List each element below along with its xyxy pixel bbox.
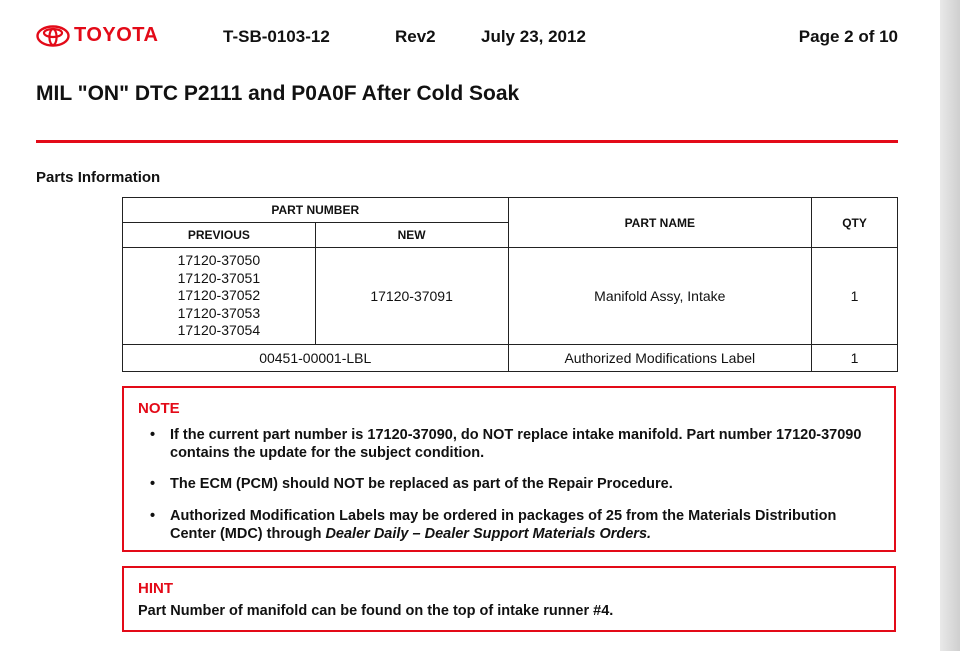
bulletin-date: July 23, 2012 bbox=[481, 27, 586, 46]
hint-text: Part Number of manifold can be found on the top of intake runner #4. bbox=[138, 603, 614, 619]
title-divider bbox=[36, 140, 898, 143]
new-part-number: 17120-37091 bbox=[315, 248, 508, 345]
note-item-emphasis: Dealer Daily – Dealer Support Materials Orders. bbox=[325, 525, 652, 542]
previous-part-number: 17120-37053 bbox=[177, 304, 261, 321]
page-indicator: Page 2 of 10 bbox=[798, 27, 898, 46]
part-qty: 1 bbox=[812, 345, 898, 372]
header-part-name: PART NAME bbox=[508, 198, 812, 248]
note-item-text bbox=[170, 508, 870, 543]
previous-part-number: 17120-37051 bbox=[177, 269, 261, 286]
header-previous: PREVIOUS bbox=[123, 223, 316, 248]
table-header-row bbox=[123, 198, 898, 223]
bulletin-title: MIL "ON" DTC P2111 and P0A0F After Cold Soak bbox=[36, 82, 520, 105]
revision: Rev2 bbox=[395, 27, 436, 46]
section-heading: Parts Information bbox=[36, 169, 161, 186]
part-qty: 1 bbox=[812, 248, 898, 345]
previous-part-number: 17120-37052 bbox=[177, 287, 261, 304]
bulletin-header bbox=[36, 24, 898, 50]
toyota-emblem-icon bbox=[36, 25, 70, 47]
header-part-number: PART NUMBER bbox=[123, 198, 509, 223]
hint-box bbox=[122, 566, 896, 632]
previous-part-number: 17120-37050 bbox=[177, 252, 261, 269]
part-name: Authorized Modifications Label bbox=[508, 345, 812, 372]
toyota-logo bbox=[36, 24, 158, 47]
note-item-text: If the current part number is 17120-37090, do NOT replace intake manifold. Part number 17120-37090 contains the update for the subject condition. bbox=[170, 427, 862, 461]
note-item-plain: Authorized Modification Labels may be ordered in packages of 25 from the Materials Distribution Center (MDC) through bbox=[170, 508, 837, 542]
bullet-icon: • bbox=[150, 427, 156, 443]
previous-part-number: 17120-37054 bbox=[177, 322, 261, 339]
header-new: NEW bbox=[315, 223, 508, 248]
previous-part-list bbox=[123, 252, 315, 340]
header-qty: QTY bbox=[812, 198, 898, 248]
table-row bbox=[123, 345, 898, 372]
bullet-icon: • bbox=[150, 508, 156, 524]
note-box bbox=[122, 386, 896, 552]
part-name: Manifold Assy, Intake bbox=[508, 248, 812, 345]
page-edge-scrollbar bbox=[940, 0, 960, 651]
note-item-text: The ECM (PCM) should NOT be replaced as part of the Repair Procedure. bbox=[170, 476, 673, 492]
bulletin-number: T-SB-0103-12 bbox=[223, 27, 330, 46]
hint-title: HINT bbox=[138, 580, 173, 597]
note-title: NOTE bbox=[138, 400, 180, 417]
previous-part-numbers bbox=[123, 248, 316, 345]
brand-name: TOYOTA bbox=[74, 24, 159, 46]
table-row bbox=[123, 248, 898, 345]
bullet-icon: • bbox=[150, 476, 156, 492]
label-part-number: 00451-00001-LBL bbox=[123, 345, 509, 372]
parts-table bbox=[122, 197, 898, 372]
